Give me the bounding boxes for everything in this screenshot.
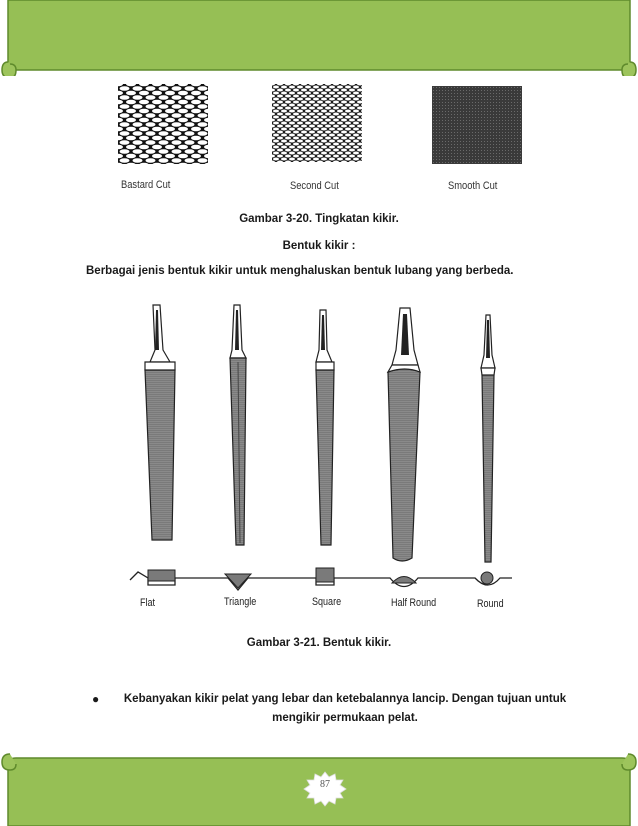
second-cut-swatch — [272, 84, 362, 162]
smooth-cut-label: Smooth Cut — [448, 180, 498, 192]
second-cut-label: Second Cut — [290, 180, 339, 192]
top-banner — [0, 0, 638, 76]
half-round-file — [388, 308, 420, 561]
bastard-cut-swatch — [118, 84, 208, 164]
shape-label-triangle: Triangle — [224, 596, 257, 608]
page-number: 87 — [320, 779, 330, 790]
figure-caption-3-21: Gambar 3-21. Bentuk kikir. — [246, 637, 392, 649]
bullet-icon: ● — [92, 692, 100, 706]
cross-section-line — [130, 568, 512, 590]
shape-label-flat: Flat — [140, 597, 156, 609]
section-heading: Bentuk kikir : — [282, 240, 356, 252]
smooth-cut-swatch — [432, 86, 522, 164]
square-file — [316, 310, 334, 545]
shape-label-half-round: Half Round — [391, 597, 437, 609]
bastard-cut-label: Bastard Cut — [121, 179, 171, 191]
bullet-text: Kebanyakan kikir pelat yang lebar dan ketebalannya lancip. Dengan tujuan untuk mengikir permukaan pelat. — [123, 693, 567, 724]
file-shapes-illustration — [120, 300, 520, 600]
shape-label-round: Round — [477, 598, 504, 610]
bullet-item — [94, 690, 574, 728]
figure-caption-3-20: Gambar 3-20. Tingkatan kikir. — [239, 213, 399, 225]
intro-text: Berbagai jenis bentuk kikir untuk menghaluskan bentuk lubang yang berbeda. — [86, 265, 514, 277]
flat-file — [145, 305, 175, 540]
shape-label-square: Square — [312, 596, 342, 608]
triangle-file — [230, 305, 246, 545]
round-file — [481, 315, 495, 562]
